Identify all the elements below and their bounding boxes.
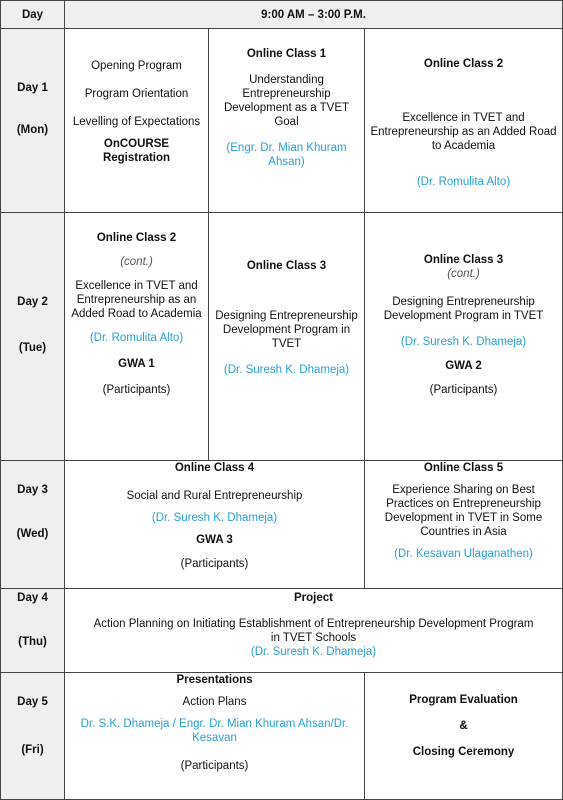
project-speaker: (Dr. Suresh K. Dhameja)	[250, 646, 377, 658]
day2-col2-cell	[209, 213, 365, 461]
online-class-5-title: Online Class 5	[423, 462, 504, 474]
day2-class3-topic: Designing Entrepreneurship Development Program in TVET	[383, 296, 544, 322]
header-row	[1, 1, 563, 29]
day2-col1-cell	[65, 213, 209, 461]
online-class-2-title: Online Class 2	[423, 58, 504, 70]
gwa-2-participants: (Participants)	[429, 384, 498, 396]
day1-weekday: (Mon)	[16, 124, 49, 136]
online-class-1-speaker: (Engr. Dr. Mian Khuram Ahsan)	[226, 142, 347, 168]
program-orientation: Program Orientation	[84, 88, 189, 100]
day5-weekday: (Fri)	[21, 744, 44, 756]
day5-label-cell	[1, 673, 65, 800]
day3-right-cell	[365, 461, 563, 589]
levelling-expectations: Levelling of Expectations	[72, 116, 201, 128]
online-class-4-speaker: (Dr. Suresh K. Dhameja)	[151, 512, 278, 524]
day1-col1-cell	[65, 29, 209, 213]
day3-label: Day 3	[17, 484, 48, 496]
ampersand: &	[459, 720, 468, 732]
day2-col3-cell	[365, 213, 563, 461]
action-plans-label: Action Plans	[182, 696, 247, 708]
online-class-4-topic: Social and Rural Entrepreneurship	[126, 490, 303, 502]
presentations-title: Presentations	[176, 674, 253, 686]
online-class-3-topic: Designing Entrepreneurship Development Program in TVET	[215, 310, 358, 350]
day2-weekday: (Tue)	[18, 342, 47, 354]
day2-class2-cont: (cont.)	[120, 256, 153, 268]
project-title: Project	[294, 592, 333, 604]
presentations-speakers: Dr. S.K. Dhameja / Engr. Dr. Mian Khuram Ahsan/Dr. Kesavan	[80, 718, 349, 744]
time-header: 9:00 AM – 3:00 P.M.	[65, 1, 563, 29]
gwa-2-label: GWA 2	[445, 360, 482, 372]
day2-class2-title: Online Class 2	[96, 232, 177, 244]
day2-class3-title: Online Class 3	[423, 254, 504, 266]
day2-class3-cont: (cont.)	[447, 268, 480, 280]
online-class-5-topic: Experience Sharing on Best Practices on Entrepreneurship Development in TVET in Some Countries in Asia	[384, 484, 543, 538]
day1-row	[1, 29, 563, 213]
day5-left-cell	[65, 673, 365, 800]
day3-left-cell	[65, 461, 365, 589]
day1-col2-cell	[209, 29, 365, 213]
online-class-1-title: Online Class 1	[246, 48, 327, 60]
day1-label-cell	[1, 29, 65, 213]
day4-weekday: (Thu)	[18, 636, 47, 648]
day5-right-cell	[365, 673, 563, 800]
gwa-3-participants: (Participants)	[180, 558, 249, 570]
registration-label: Registration	[102, 152, 171, 164]
online-class-2-speaker: (Dr. Romulita Alto)	[416, 176, 511, 188]
day2-class2-topic: Excellence in TVET and Entrepreneurship as an Added Road to Academia	[71, 280, 202, 320]
day4-row	[1, 589, 563, 673]
online-class-2-topic: Excellence in TVET and Entrepreneurship as an Added Road to Academia	[370, 112, 557, 152]
online-class-4-title: Online Class 4	[174, 462, 255, 474]
online-class-1-topic: Understanding Entrepreneurship Development as a TVET Goal	[223, 74, 350, 128]
day-column-header: Day	[1, 1, 65, 29]
day5-label: Day 5	[17, 696, 48, 708]
day3-label-cell	[1, 461, 65, 589]
day2-label: Day 2	[17, 296, 48, 308]
day3-weekday: (Wed)	[16, 528, 49, 540]
day2-class2-speaker: (Dr. Romulita Alto)	[89, 332, 184, 344]
day4-label-cell	[1, 589, 65, 673]
day4-label: Day 4	[17, 592, 48, 604]
closing-ceremony: Closing Ceremony	[412, 746, 515, 758]
day2-label-cell	[1, 213, 65, 461]
day1-label: Day 1	[17, 82, 48, 94]
day1-col3-cell	[365, 29, 563, 213]
project-topic: Action Planning on Initiating Establishment of Entrepreneurship Development Program in TVET Schools	[93, 618, 534, 644]
presentations-participants: (Participants)	[180, 760, 249, 772]
day2-row	[1, 213, 563, 461]
opening-program: Opening Program	[91, 60, 182, 72]
day4-project-cell	[65, 589, 563, 673]
gwa-1-label: GWA 1	[118, 358, 155, 370]
online-class-3-title: Online Class 3	[246, 260, 327, 272]
day2-class3-speaker: (Dr. Suresh K. Dhameja)	[400, 336, 527, 348]
gwa-3-label: GWA 3	[196, 534, 233, 546]
day5-row	[1, 673, 563, 800]
online-class-3-speaker: (Dr. Suresh K. Dhameja)	[223, 364, 350, 376]
day3-row	[1, 461, 563, 589]
program-evaluation: Program Evaluation	[409, 694, 518, 706]
oncourse-label: OnCOURSE	[103, 138, 170, 150]
online-class-5-speaker: (Dr. Kesavan Ulaganathen)	[394, 548, 533, 560]
gwa-1-participants: (Participants)	[102, 384, 171, 396]
